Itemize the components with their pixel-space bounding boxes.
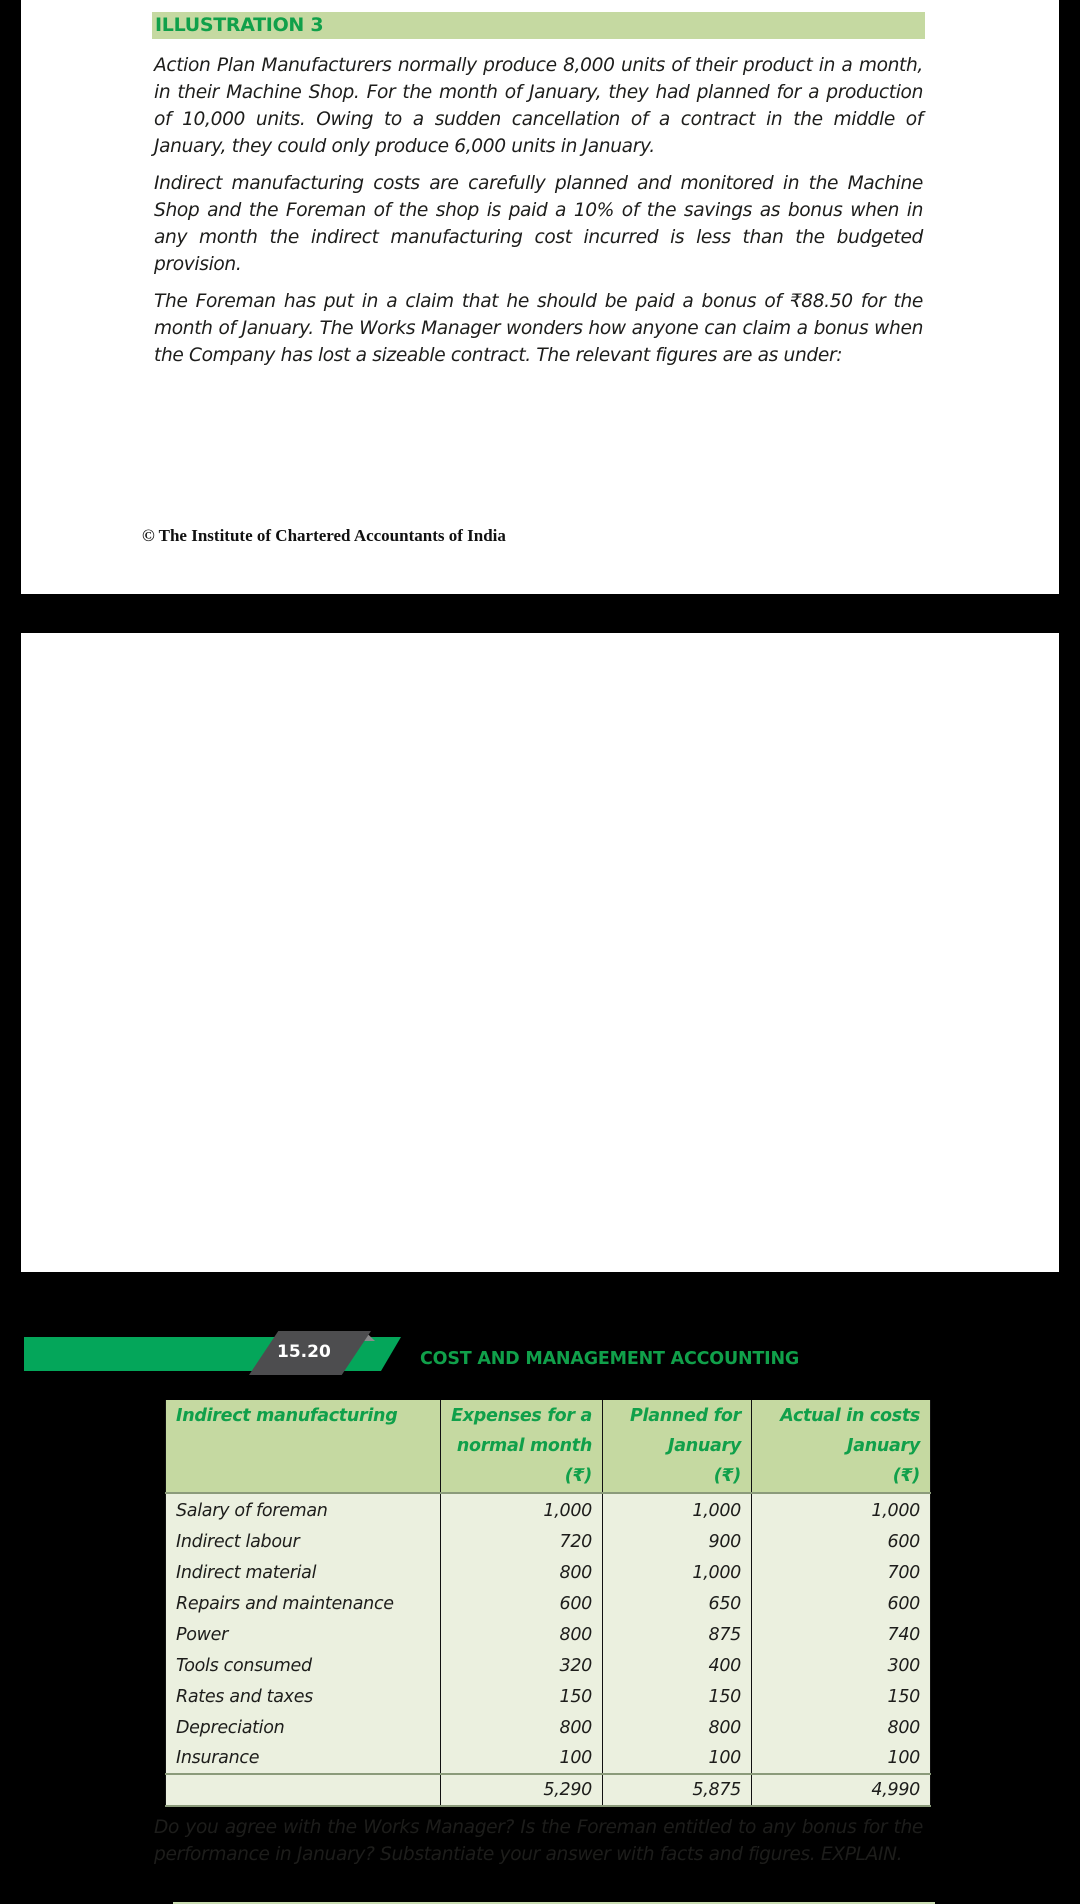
- table-row: [166, 1619, 931, 1650]
- header-line-1: Actual in costs: [780, 1406, 920, 1426]
- item-cell: Repairs and maintenance: [166, 1588, 441, 1619]
- paragraph-2: Indirect manufacturing costs are carefully planned and monitored in the Machine Shop and the Foreman of the shop is paid a 10% of the savings as bonus when in any month the indirect manufacturing cost incurred is less than the budgeted provision.: [154, 173, 923, 275]
- normal-cell: 320: [441, 1650, 603, 1681]
- header-unit: (₹): [713, 1466, 741, 1486]
- item-cell: Tools consumed: [166, 1650, 441, 1681]
- table-row: [166, 1588, 931, 1619]
- actual-cell: 600: [752, 1588, 931, 1619]
- header-normal-month: [441, 1400, 603, 1493]
- normal-cell: 800: [441, 1557, 603, 1588]
- actual-cell: 150: [752, 1681, 931, 1712]
- planned-cell: 800: [603, 1712, 752, 1743]
- page-number: 15.20: [277, 1342, 331, 1362]
- illustration-heading-bar: [152, 12, 925, 39]
- running-head: COST AND MANAGEMENT ACCOUNTING: [420, 1349, 800, 1369]
- item-cell: Indirect material: [166, 1557, 441, 1588]
- pdf-page-bottom: [21, 633, 1059, 1865]
- item-cell: Indirect labour: [166, 1526, 441, 1557]
- header-line-1: Planned for: [629, 1406, 741, 1426]
- header-planned-january: [603, 1400, 752, 1493]
- item-cell: Insurance: [166, 1743, 441, 1774]
- header-line-2: January: [847, 1436, 920, 1456]
- header-unit: (₹): [892, 1466, 920, 1486]
- total-label-cell: [166, 1774, 441, 1806]
- total-actual-cell: 4,990: [752, 1774, 931, 1806]
- actual-cell: 300: [752, 1650, 931, 1681]
- planned-cell: 150: [603, 1681, 752, 1712]
- actual-cell: 600: [752, 1526, 931, 1557]
- table-row: [166, 1681, 931, 1712]
- item-cell: Depreciation: [166, 1712, 441, 1743]
- planned-cell: 1,000: [603, 1557, 752, 1588]
- header-indirect-manufacturing: [166, 1400, 441, 1493]
- header-line-1: Expenses for a: [451, 1406, 592, 1426]
- illustration-title: ILLUSTRATION 3: [155, 14, 324, 36]
- normal-cell: 100: [441, 1743, 603, 1774]
- normal-cell: 800: [441, 1712, 603, 1743]
- table-row: [166, 1743, 931, 1774]
- header-line-2: normal month: [456, 1436, 592, 1456]
- question-text: Do you agree with the Works Manager? Is the Foreman entitled to any bonus for the performance in January? Substantiate your answer with facts and figures. EXPLAIN.: [154, 1817, 923, 1865]
- header-line-2: January: [668, 1436, 741, 1456]
- table-row: [166, 1712, 931, 1743]
- planned-cell: 900: [603, 1526, 752, 1557]
- table-row: [166, 1493, 931, 1526]
- header-actual-january: [752, 1400, 931, 1493]
- normal-cell: 600: [441, 1588, 603, 1619]
- actual-cell: 740: [752, 1619, 931, 1650]
- actual-cell: 100: [752, 1743, 931, 1774]
- table-row: [166, 1650, 931, 1681]
- item-cell: Rates and taxes: [166, 1681, 441, 1712]
- planned-cell: 100: [603, 1743, 752, 1774]
- normal-cell: 720: [441, 1526, 603, 1557]
- pdf-page-top: [21, 0, 1059, 594]
- copyright-footer: © The Institute of Chartered Accountants of India: [142, 526, 506, 545]
- item-cell: Power: [166, 1619, 441, 1650]
- cost-table: [165, 1400, 931, 1807]
- table-row: [166, 1526, 931, 1557]
- normal-cell: 150: [441, 1681, 603, 1712]
- planned-cell: 875: [603, 1619, 752, 1650]
- paragraph-3: The Foreman has put in a claim that he should be paid a bonus of ₹88.50 for the month of January. The Works Manager wonders how anyone can claim a bonus when the Company has lost a sizeable contract. The relevant figures are as under:: [154, 291, 923, 366]
- planned-cell: 1,000: [603, 1493, 752, 1526]
- actual-cell: 1,000: [752, 1493, 931, 1526]
- paragraph-1: Action Plan Manufacturers normally produce 8,000 units of their product in a month, in their Machine Shop. For the month of January, they had planned for a production of 10,000 units. Owing to a sudden cancellation of a contract in the middle of January, they could only produce 6,000 units in January.: [154, 55, 923, 157]
- total-planned-cell: 5,875: [603, 1774, 752, 1806]
- normal-cell: 800: [441, 1619, 603, 1650]
- header-unit: (₹): [564, 1466, 592, 1486]
- total-normal-cell: 5,290: [441, 1774, 603, 1806]
- item-cell: Salary of foreman: [166, 1493, 441, 1526]
- table-header-row: [166, 1400, 931, 1493]
- actual-cell: 700: [752, 1557, 931, 1588]
- table-total-row: [166, 1774, 931, 1806]
- planned-cell: 400: [603, 1650, 752, 1681]
- header-text: Indirect manufacturing: [176, 1406, 398, 1426]
- table-row: [166, 1557, 931, 1588]
- actual-cell: 800: [752, 1712, 931, 1743]
- planned-cell: 650: [603, 1588, 752, 1619]
- normal-cell: 1,000: [441, 1493, 603, 1526]
